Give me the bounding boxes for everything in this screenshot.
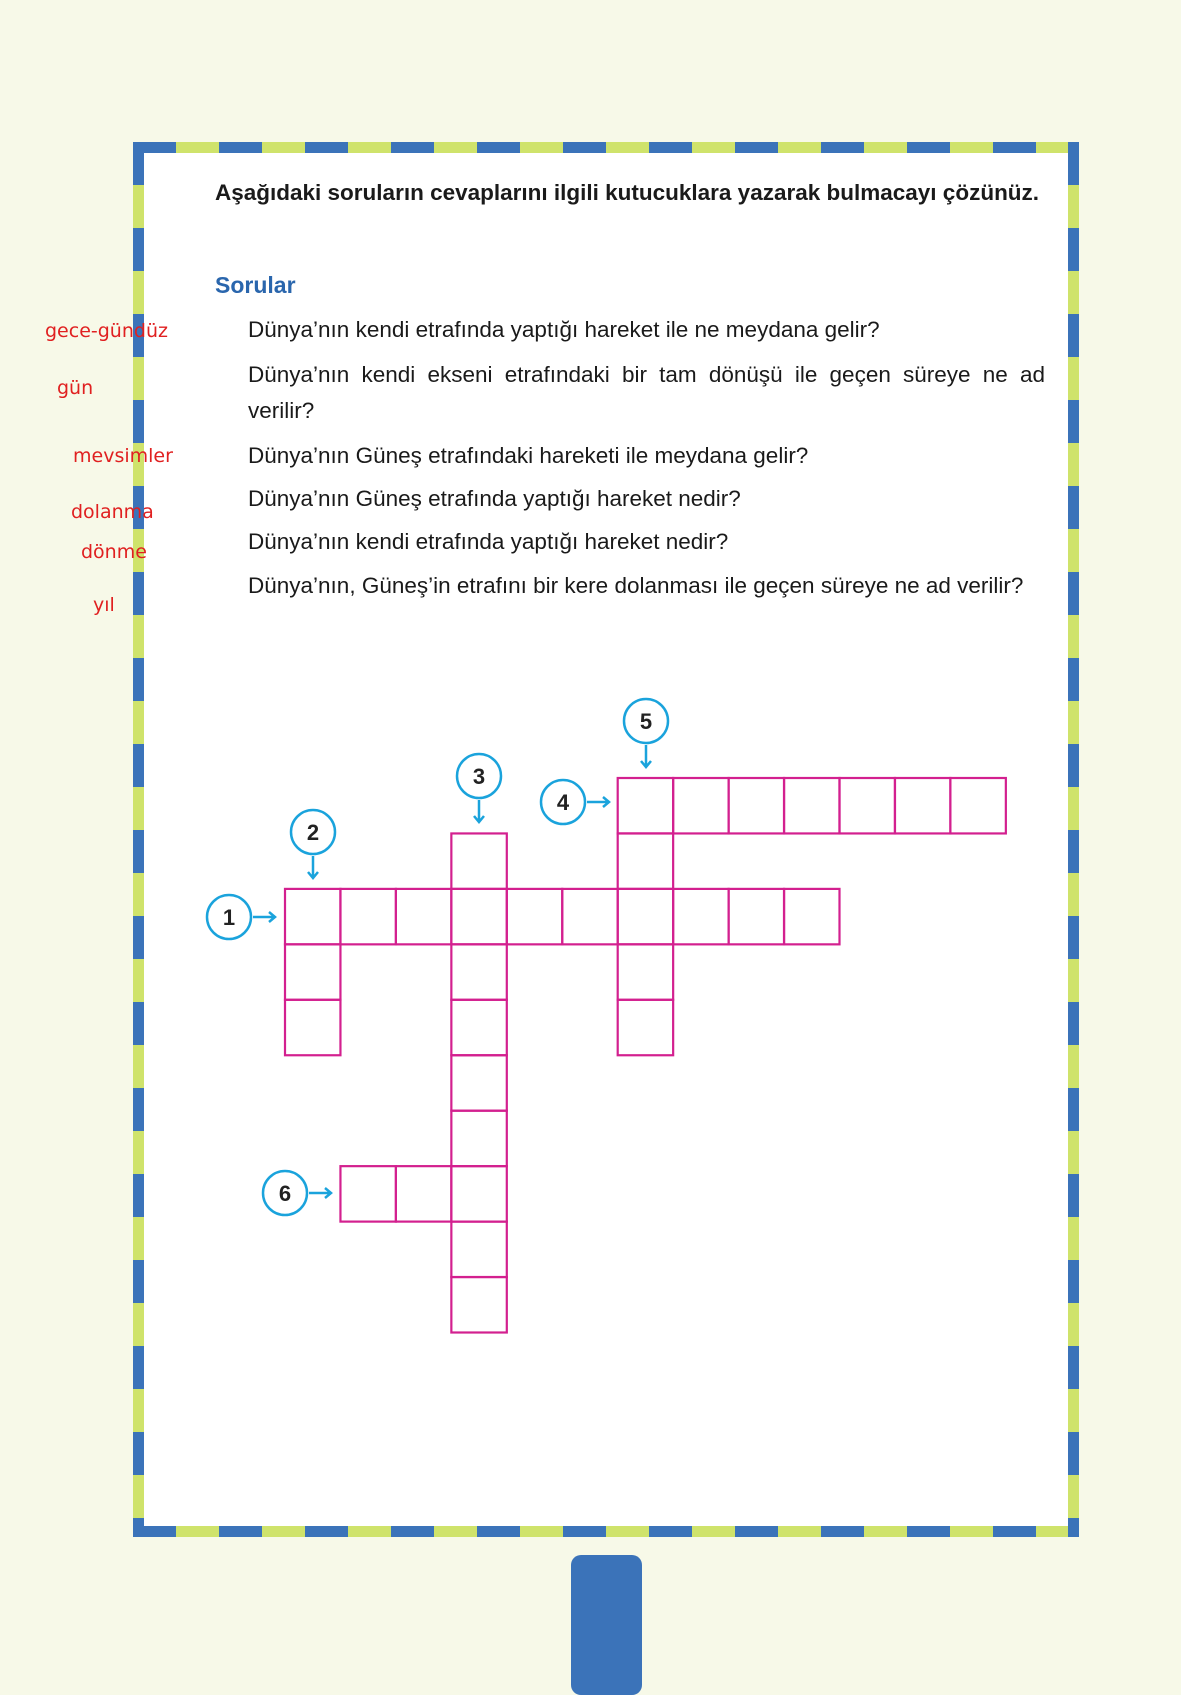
question-6: Dünya’nın, Güneş’in etrafını bir kere dolanması ile geçen süreye ne ad verilir? <box>248 573 1024 598</box>
arrow-icon <box>253 912 275 922</box>
crossword-cell[interactable] <box>618 778 673 833</box>
clue-number: 3 <box>472 764 486 789</box>
arrow-icon <box>309 1188 331 1198</box>
crossword-cell[interactable] <box>784 889 839 944</box>
clue-number: 5 <box>639 709 653 734</box>
clue-marker-4 <box>541 780 609 824</box>
crossword-cell[interactable] <box>285 944 340 999</box>
clue-number: 4 <box>556 790 570 815</box>
clue-marker-1 <box>207 895 275 939</box>
crossword-cell[interactable] <box>285 889 340 944</box>
arrow-icon <box>308 856 318 878</box>
crossword-cell[interactable] <box>451 1166 506 1221</box>
page-number-tab <box>571 1555 642 1695</box>
clue-marker-6 <box>263 1171 331 1215</box>
crossword-cell[interactable] <box>340 1166 395 1221</box>
crossword-cell[interactable] <box>396 1166 451 1221</box>
clue-number: 2 <box>306 820 320 845</box>
crossword-cell[interactable] <box>451 889 506 944</box>
arrow-icon <box>474 800 484 822</box>
instruction-text: Aşağıdaki soruların cevaplarını ilgili kutucuklara yazarak bulmacayı çözünüz. <box>215 180 1040 205</box>
crossword-cell[interactable] <box>673 889 728 944</box>
arrow-icon <box>641 745 651 767</box>
section-title: Sorular <box>215 272 296 298</box>
clue-marker-2 <box>291 810 335 878</box>
crossword-cell[interactable] <box>895 778 950 833</box>
clue-number: 6 <box>278 1181 292 1206</box>
crossword-cell[interactable] <box>451 1111 506 1166</box>
question-3: Dünya’nın Güneş etrafındaki hareketi ile meydana gelir? <box>248 443 809 468</box>
crossword-cell[interactable] <box>673 778 728 833</box>
crossword-cell[interactable] <box>451 1277 506 1332</box>
answer-annotation-5: dönme <box>81 541 147 563</box>
crossword-cell[interactable] <box>729 778 784 833</box>
crossword-cell[interactable] <box>451 1055 506 1110</box>
answer-annotation-6: yıl <box>93 594 115 616</box>
crossword-cell[interactable] <box>451 1222 506 1277</box>
crossword-cell[interactable] <box>618 889 673 944</box>
crossword-cell[interactable] <box>507 889 562 944</box>
crossword-cell[interactable] <box>840 778 895 833</box>
crossword-cell[interactable] <box>562 889 617 944</box>
clue-number: 1 <box>222 905 236 930</box>
answer-annotation-1: gece-gündüz <box>45 320 168 342</box>
crossword-cell[interactable] <box>451 833 506 888</box>
crossword-cell[interactable] <box>340 889 395 944</box>
crossword-cell[interactable] <box>451 944 506 999</box>
answer-annotation-4: dolanma <box>71 501 154 523</box>
crossword-cell[interactable] <box>451 1000 506 1055</box>
question-2: Dünya’nın kendi ekseni etrafındaki bir tam dönüşü ile geçen süreye ne ad verilir? <box>248 362 1045 423</box>
crossword-cell[interactable] <box>618 944 673 999</box>
crossword-cell[interactable] <box>396 889 451 944</box>
answer-annotation-2: gün <box>57 377 94 399</box>
crossword-cell[interactable] <box>618 833 673 888</box>
arrow-icon <box>587 797 609 807</box>
crossword-cell[interactable] <box>950 778 1005 833</box>
crossword-cell[interactable] <box>285 1000 340 1055</box>
crossword-cell[interactable] <box>784 778 839 833</box>
question-4: Dünya’nın Güneş etrafında yaptığı hareket nedir? <box>248 486 741 511</box>
question-5: Dünya’nın kendi etrafında yaptığı hareket nedir? <box>248 529 729 554</box>
clue-marker-5 <box>624 699 668 767</box>
crossword-cell[interactable] <box>618 1000 673 1055</box>
answer-annotation-3: mevsimler <box>73 445 173 467</box>
question-1: Dünya’nın kendi etrafında yaptığı hareket ile ne meydana gelir? <box>248 317 880 342</box>
crossword-cell[interactable] <box>729 889 784 944</box>
clue-marker-3 <box>457 754 501 822</box>
